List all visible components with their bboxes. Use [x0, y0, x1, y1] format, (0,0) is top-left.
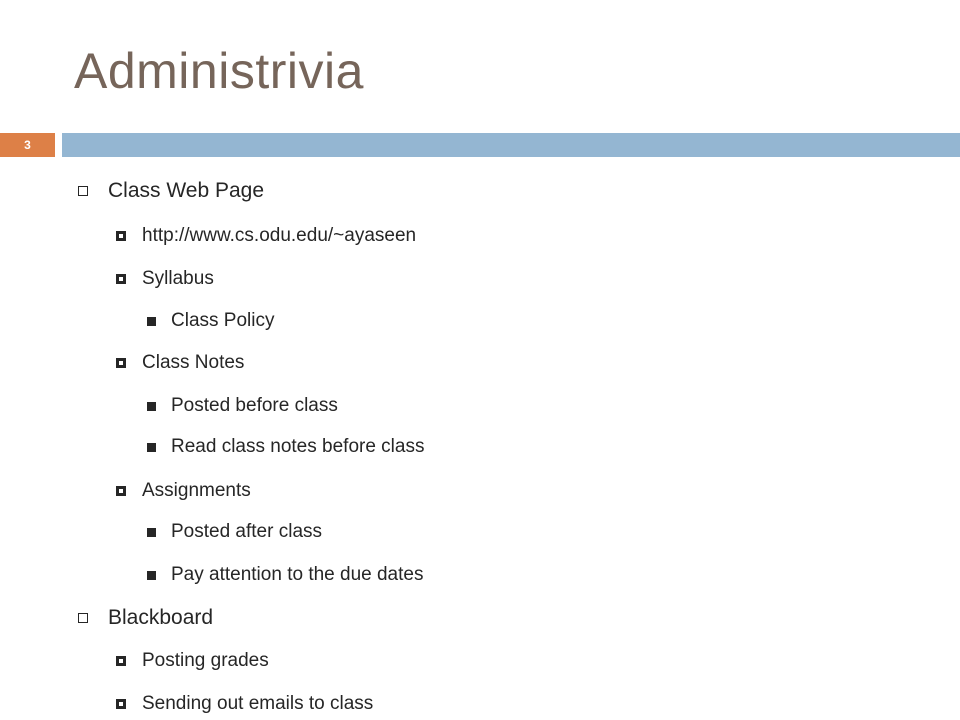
square-outline-icon [116, 486, 126, 496]
bullet-assignments [142, 479, 251, 503]
bullet-class-policy [171, 309, 274, 333]
bullet-blackboard [108, 606, 213, 630]
accent-bar [62, 133, 960, 157]
bullet-posted-before [171, 394, 338, 418]
bullet-posting-grades [142, 649, 269, 673]
bullet-class-notes [142, 351, 244, 375]
bullet-text: Syllabus [142, 268, 214, 289]
bullet-text: Assignments [142, 480, 251, 501]
bullet-read-notes [171, 435, 424, 459]
filled-square-icon [147, 402, 156, 411]
bullet-text: Sending out emails to class [142, 693, 374, 714]
filled-square-icon [147, 528, 156, 537]
filled-square-icon [147, 571, 156, 580]
square-outline-icon [116, 358, 126, 368]
bullet-url [142, 224, 416, 248]
bullet-syllabus [142, 267, 214, 291]
slide-title: Administrivia [74, 43, 364, 99]
bullet-class-web-page [108, 179, 264, 203]
hollow-square-icon [78, 613, 88, 623]
bullet-text: Blackboard [108, 606, 214, 629]
bullet-text: Class Policy [171, 310, 275, 331]
slide-number: 3 [0, 133, 55, 157]
filled-square-icon [147, 443, 156, 452]
square-outline-icon [116, 274, 126, 284]
bullet-text: Class Web Page [108, 179, 265, 202]
bullet-sending-emails [142, 692, 373, 716]
bullet-text: Class Notes [142, 352, 245, 373]
bullet-text: Posted before class [171, 395, 338, 416]
square-outline-icon [116, 656, 126, 666]
course-url-link[interactable]: http://www.cs.odu.edu/~ayaseen [142, 225, 417, 246]
bullet-due-dates [171, 563, 423, 587]
bullet-text: Posting grades [142, 650, 269, 671]
square-outline-icon [116, 231, 126, 241]
bullet-text: Posted after class [171, 521, 323, 542]
hollow-square-icon [78, 186, 88, 196]
filled-square-icon [147, 317, 156, 326]
bullet-text: Read class notes before class [171, 436, 425, 457]
bullet-posted-after [171, 520, 322, 544]
bullet-text: Pay attention to the due dates [171, 564, 424, 585]
square-outline-icon [116, 699, 126, 709]
